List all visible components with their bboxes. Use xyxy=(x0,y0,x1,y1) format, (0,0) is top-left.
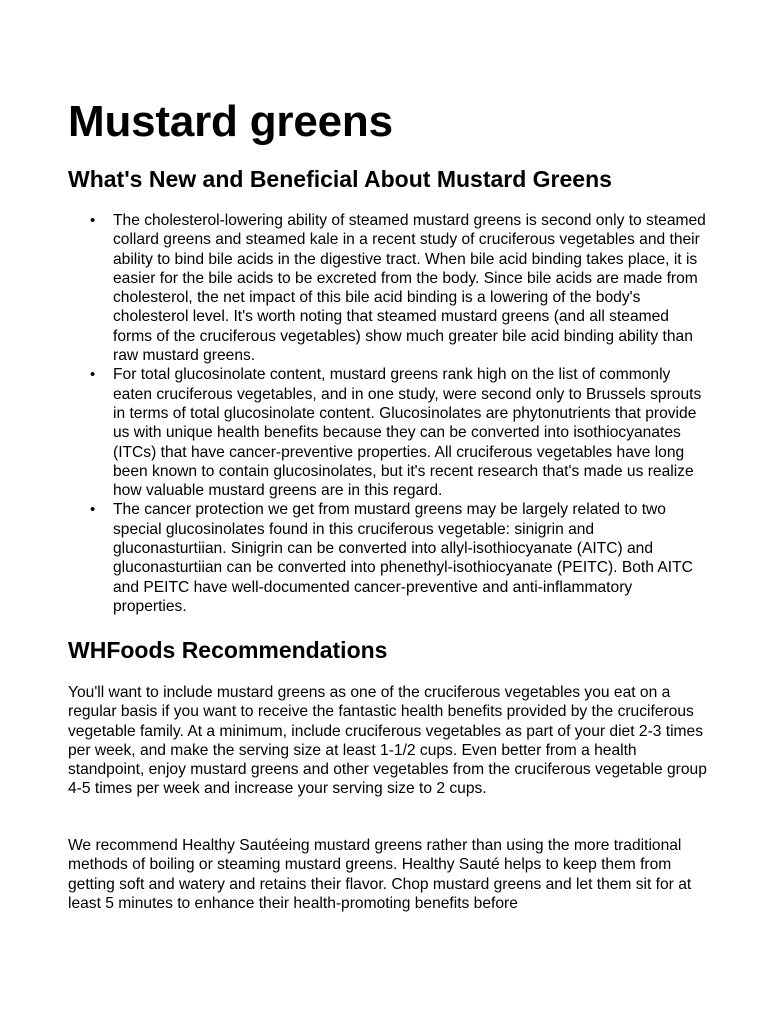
section-heading-recommendations: WHFoods Recommendations xyxy=(68,637,388,663)
bullet-marker: • xyxy=(90,212,96,229)
bullet-marker: • xyxy=(90,501,96,519)
bullet-item xyxy=(0,500,768,616)
bullet-text: For total glucosinolate content, mustard greens rank high on the list of commonly eaten cruciferous vegetables, and in one study, were second only to Brussels sprouts in terms of total glucosinolate content. Glucosinolates are phytonutrients that provide us with unique health benefits because they can be converted into isothiocyanates (ITCs) that have cancer-preventive properties. All cruciferous vegetables have long been known to contain glucosinolates, but it's recent research that's made us realize how valuable mustard greens are in this regard. xyxy=(113,366,702,500)
bullet-text: The cholesterol-lowering ability of steamed mustard greens is second only to steamed collard greens and steamed kale in a recent study of cruciferous vegetables and their ability to bind bile acids in the digestive tract. When bile acid binding takes place, it is easier for the bile acids to be excreted from the body. Since bile acids are made from cholesterol, the net impact of this bile acid binding is a lowering of the body's cholesterol level. It's worth noting that steamed mustard greens (and all steamed forms of the cruciferous vegetables) show much greater bile acid binding ability than raw mustard greens. xyxy=(113,212,706,365)
bullet-marker: • xyxy=(90,366,96,384)
recommendation-paragraph: You'll want to include mustard greens as one of the cruciferous vegetables you eat on a regular basis if you want to receive the fantastic health benefits provided by the cruciferous vegetable family. At a minimum, include cruciferous vegetables as part of your diet 2-3 times per week, and make the serving size at least 1-1/2 cups. Even better from a health standpoint, enjoy mustard greens and other vegetables from the cruciferous vegetable group 4-5 times per week and increase your serving size to 2 cups. xyxy=(68,684,707,798)
page-title: Mustard greens xyxy=(68,97,393,146)
bullet-item xyxy=(0,211,768,365)
bullet-text: The cancer protection we get from mustard greens may be largely related to two special glucosinolates found in this cruciferous vegetable: sinigrin and gluconasturtiian. Sinigrin can be converted into allyl-isothiocyanate (AITC) and gluconasturtiian can be converted into phenethyl-isothiocyanate (PEITC). Both AITC and PEITC have well-documented cancer-preventive and anti-inflammatory properties. xyxy=(113,501,693,615)
recommendation-paragraph: We recommend Healthy Sautéeing mustard greens rather than using the more traditional methods of boiling or steaming mustard greens. Healthy Sauté helps to keep them from getting soft and watery and retains their flavor. Chop mustard greens and let them sit for at least 5 minutes to enhance their health-promoting benefits before xyxy=(68,837,692,912)
benefits-bullet-list xyxy=(0,211,768,616)
bullet-item xyxy=(0,365,768,500)
section-heading-whats-new: What's New and Beneficial About Mustard Greens xyxy=(68,166,612,192)
